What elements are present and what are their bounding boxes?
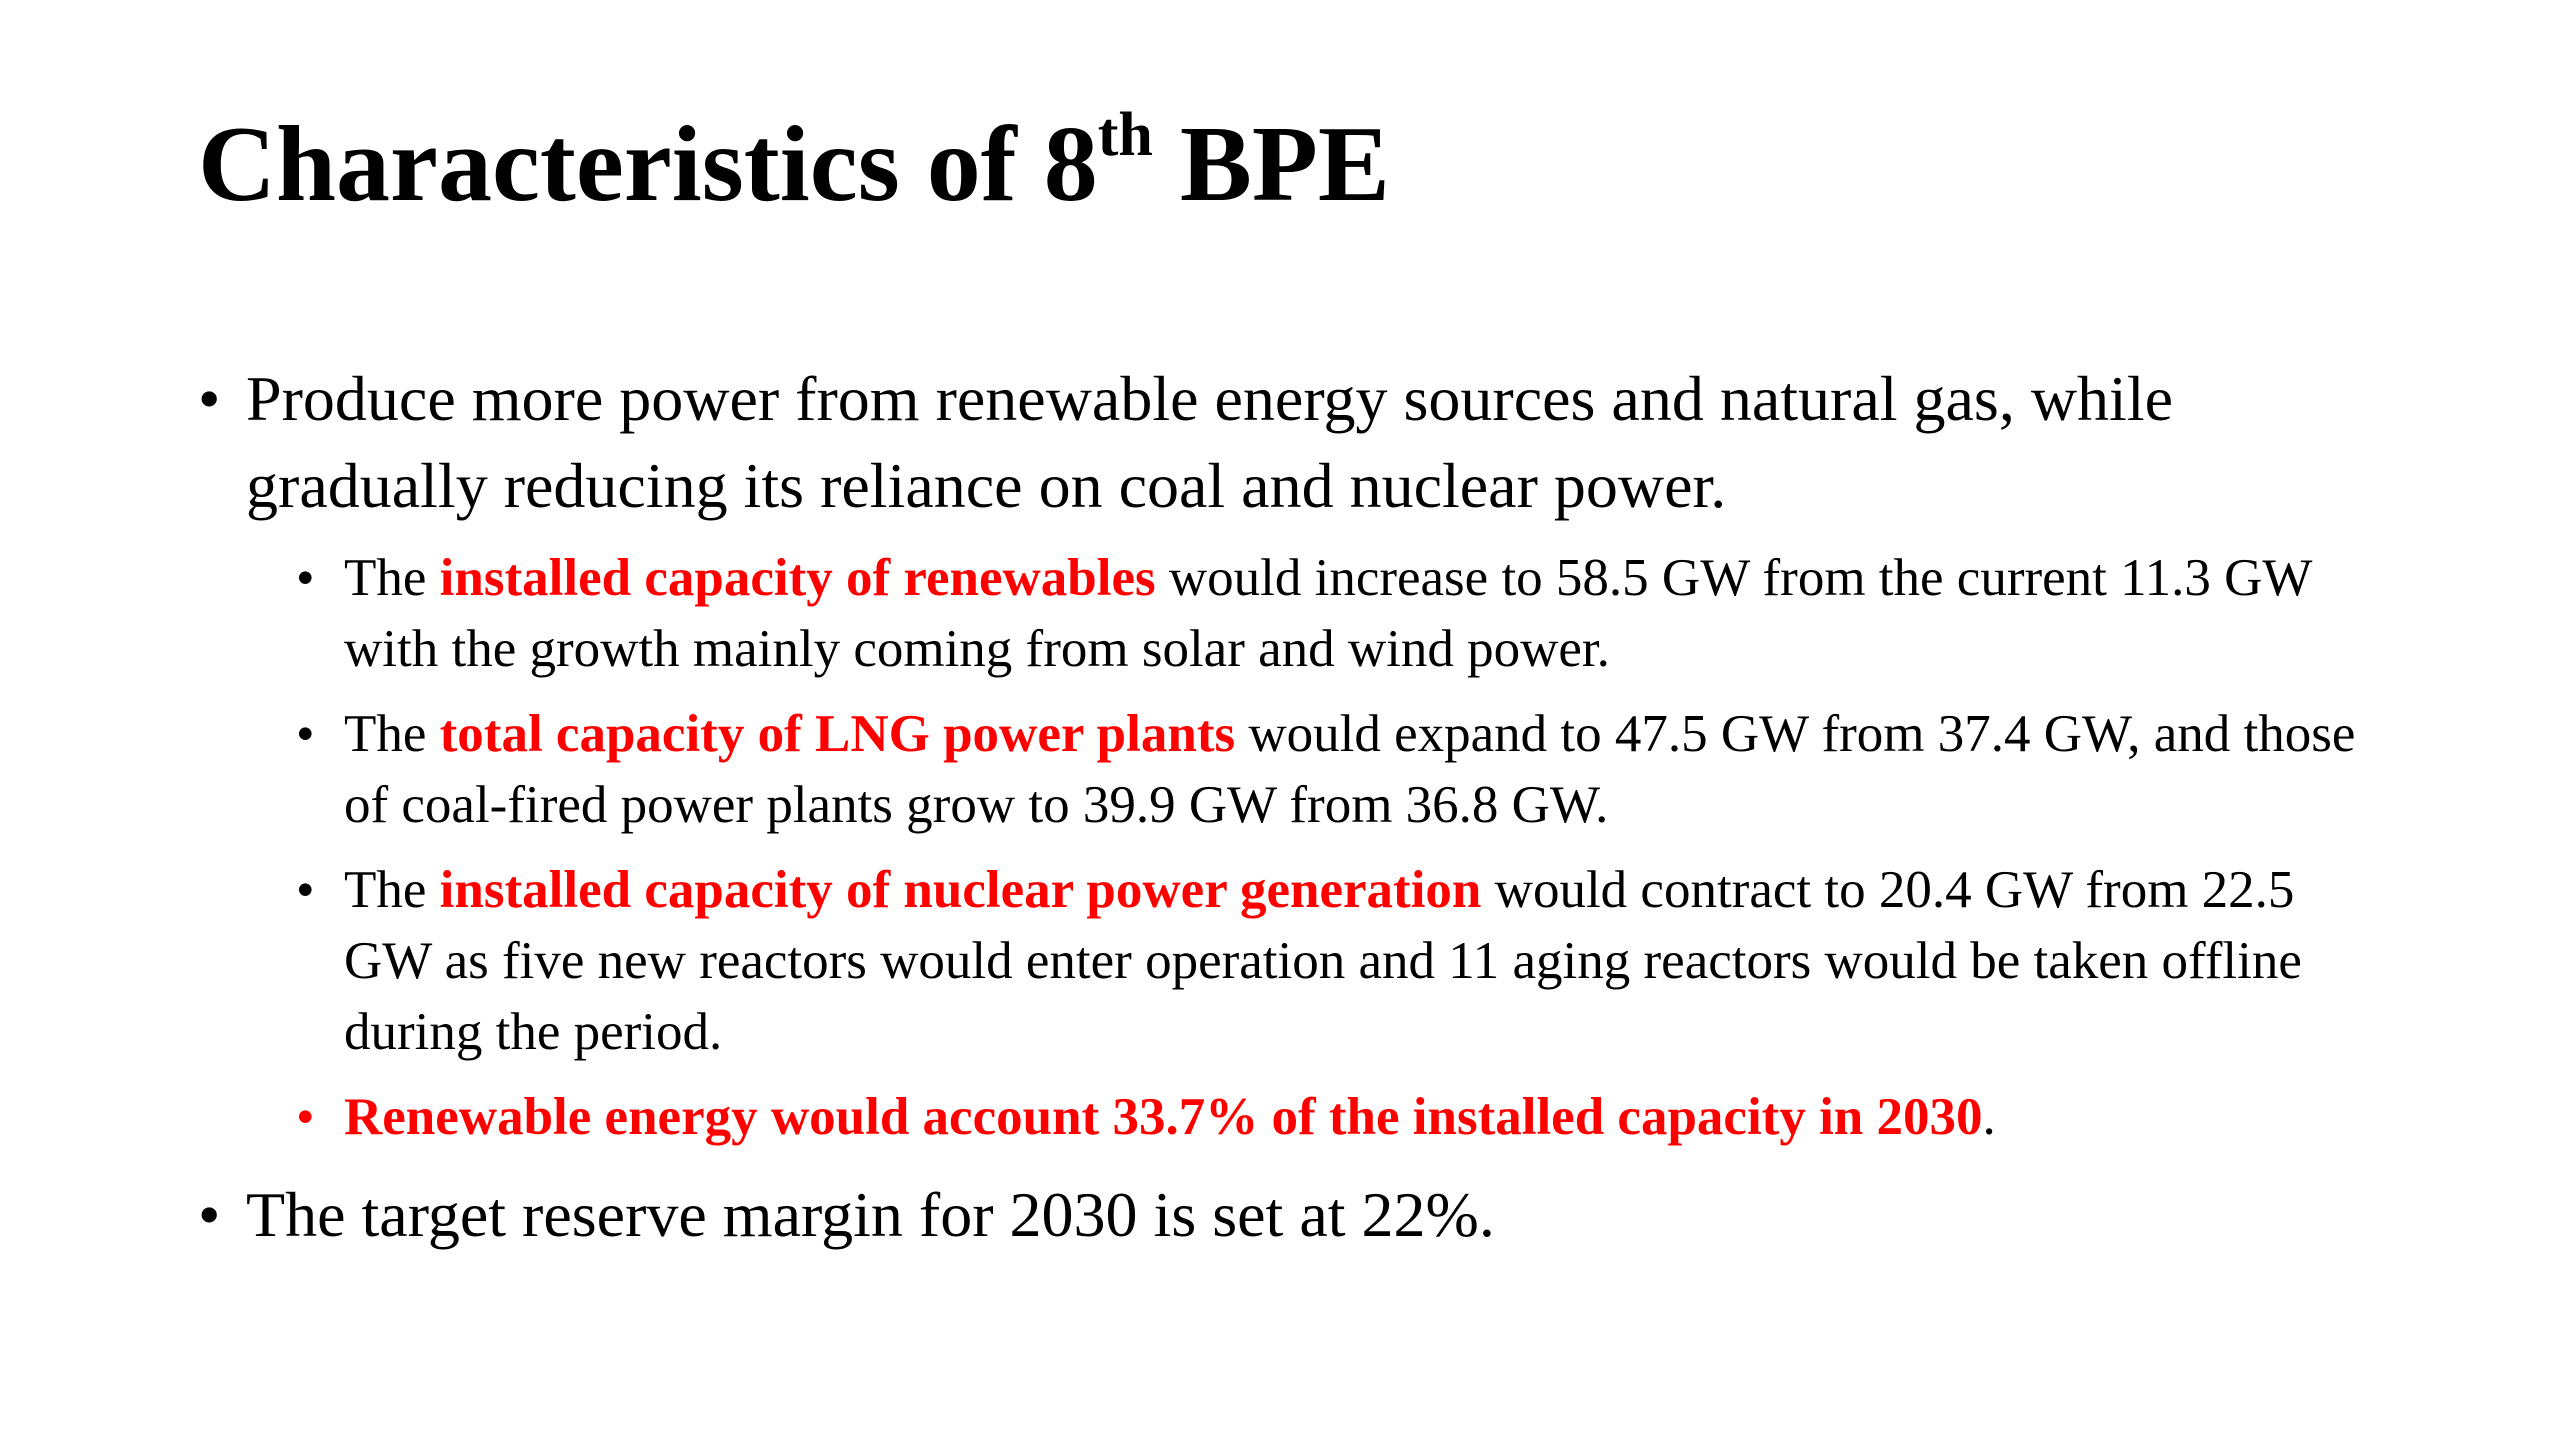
title-superscript: th xyxy=(1097,101,1153,169)
sub-bullet-prefix: The xyxy=(344,549,440,607)
sub-bullet-suffix: would expand to 47.5 GW from 37.4 GW, and those of coal-fired power plants grow to 39.9 GW from 36.8 GW. xyxy=(344,705,2356,834)
sub-bullet-renewables xyxy=(198,543,2378,685)
sub-bullet-nuclear xyxy=(198,855,2378,1068)
bullet-dot: • xyxy=(198,1179,221,1250)
bullet-dot: • xyxy=(198,363,221,434)
slide-body xyxy=(198,355,2378,1258)
title-main: Characteristics of 8 xyxy=(198,105,1098,224)
bullet-text: The target reserve margin for 2030 is set at 22%. xyxy=(246,1179,1495,1250)
bullet-renewables-gas xyxy=(198,355,2378,529)
sub-bullet-suffix: would increase to 58.5 GW from the current 11.3 GW with the growth mainly coming from solar and wind power. xyxy=(344,549,2312,678)
sub-bullet-highlight: Renewable energy would account 33.7% of the installed capacity in 2030 xyxy=(344,1088,1983,1146)
sub-bullet-highlight: installed capacity of nuclear power generation xyxy=(439,861,1482,919)
bullet-reserve-margin xyxy=(198,1171,2378,1258)
sub-bullet-suffix: would contract to 20.4 GW from 22.5 GW as five new reactors would enter operation and 11 aging reactors would be taken offline during the period. xyxy=(344,861,2302,1061)
bullet-dot: • xyxy=(296,861,315,919)
sub-bullet-lng xyxy=(198,699,2378,841)
sub-bullet-list xyxy=(198,543,2378,1153)
slide-title xyxy=(198,100,1390,230)
sub-bullet-highlight: total capacity of LNG power plants xyxy=(439,705,1236,763)
bullet-dot: • xyxy=(296,549,315,607)
sub-bullet-prefix: The xyxy=(344,861,440,919)
title-suffix: BPE xyxy=(1152,105,1390,224)
sub-bullet-suffix: . xyxy=(1982,1088,1996,1146)
bullet-text: Produce more power from renewable energy sources and natural gas, while gradually reducing its reliance on coal and nuclear power. xyxy=(246,363,2173,521)
sub-bullet-renewable-share xyxy=(198,1082,2378,1153)
bullet-dot: • xyxy=(296,1088,315,1146)
sub-bullet-prefix: The xyxy=(344,705,440,763)
sub-bullet-highlight: installed capacity of renewables xyxy=(439,549,1156,607)
bullet-dot: • xyxy=(296,705,315,763)
